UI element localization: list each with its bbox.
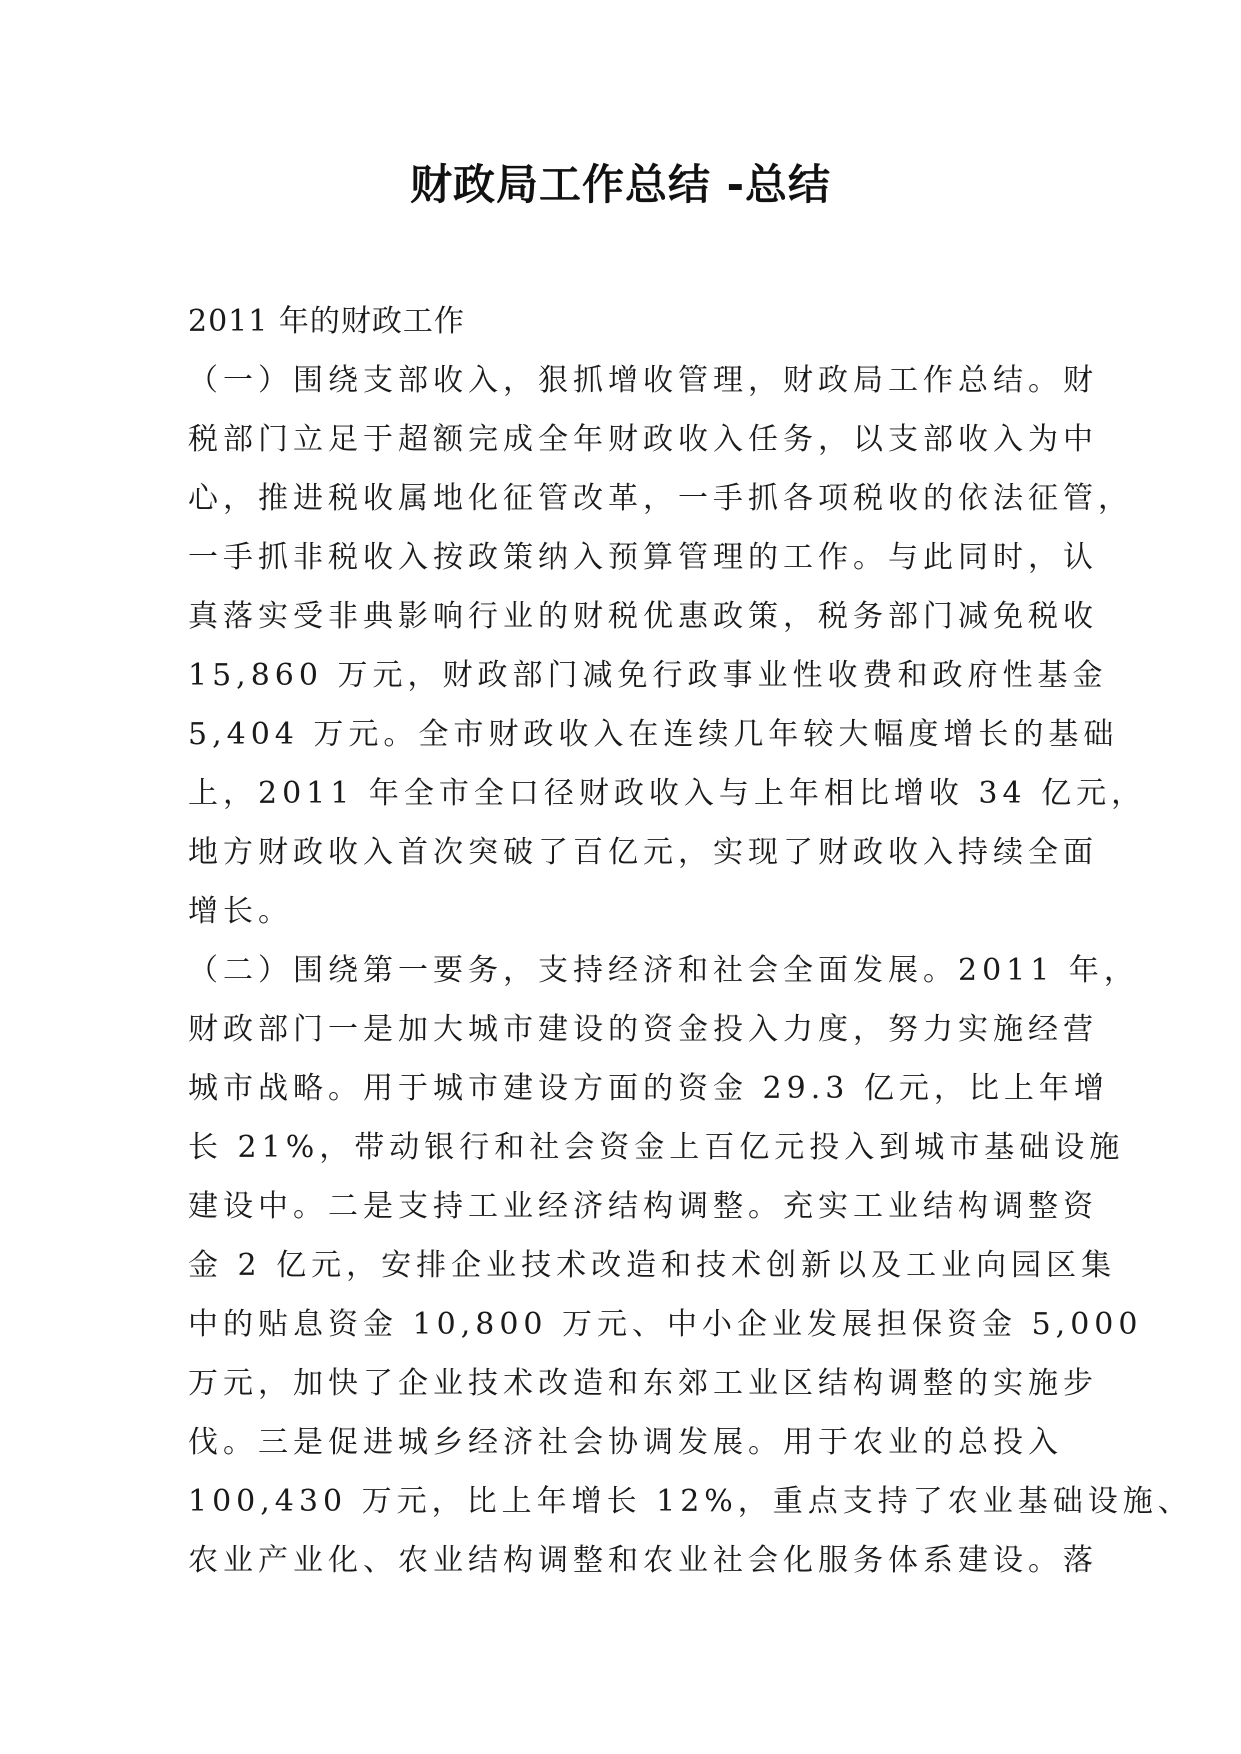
body-line: 15,860 万元，财政部门减免行政事业性收费和政府性基金 (188, 658, 1108, 693)
document-body (188, 292, 1193, 1590)
body-line: 财政部门一是加大城市建设的资金投入力度，努力实施经营 (188, 1012, 1098, 1047)
body-line: 万元，加快了企业技术改造和东郊工业区结构调整的实施步 (188, 1366, 1098, 1401)
body-line: 建设中。二是支持工业经济结构调整。充实工业结构调整资 (188, 1189, 1098, 1224)
body-line: 一手抓非税收入按政策纳入预算管理的工作。与此同时，认 (188, 540, 1098, 575)
body-line: 增长。 (188, 894, 293, 929)
body-line: 伐。三是促进城乡经济社会协调发展。用于农业的总投入 (188, 1425, 1063, 1460)
body-line: 农业产业化、农业结构调整和农业社会化服务体系建设。落 (188, 1543, 1098, 1578)
body-line: 上，2011 年全市全口径财政收入与上年相比增收 34 亿元， (188, 776, 1147, 811)
body-line: 城市战略。用于城市建设方面的资金 29.3 亿元，比上年增 (188, 1071, 1109, 1106)
body-line: 金 2 亿元，安排企业技术改造和技术创新以及工业向园区集 (188, 1248, 1117, 1283)
body-line: 100,430 万元，比上年增长 12%，重点支持了农业基础设施、 (188, 1484, 1193, 1519)
document-title: 财政局工作总结 -总结 (409, 160, 832, 209)
body-line: 中的贴息资金 10,800 万元、中小企业发展担保资金 5,000 (188, 1307, 1143, 1342)
body-line: 长 21%，带动银行和社会资金上百亿元投入到城市基础设施 (188, 1130, 1125, 1165)
body-line: （一）围绕支部收入，狠抓增收管理，财政局工作总结。财 (188, 363, 1098, 398)
body-line: 5,404 万元。全市财政收入在连续几年较大幅度增长的基础 (188, 717, 1119, 752)
body-line: 真落实受非典影响行业的财税优惠政策，税务部门减免税收 (188, 599, 1098, 634)
body-line: 心，推进税收属地化征管改革，一手抓各项税收的依法征管， (188, 481, 1133, 516)
body-line: 地方财政收入首次突破了百亿元，实现了财政收入持续全面 (188, 835, 1098, 870)
body-line: （二）围绕第一要务，支持经济和社会全面发展。2011 年， (188, 953, 1139, 988)
body-line: 2011 年的财政工作 (188, 304, 465, 339)
body-line: 税部门立足于超额完成全年财政收入任务，以支部收入为中 (188, 422, 1098, 457)
